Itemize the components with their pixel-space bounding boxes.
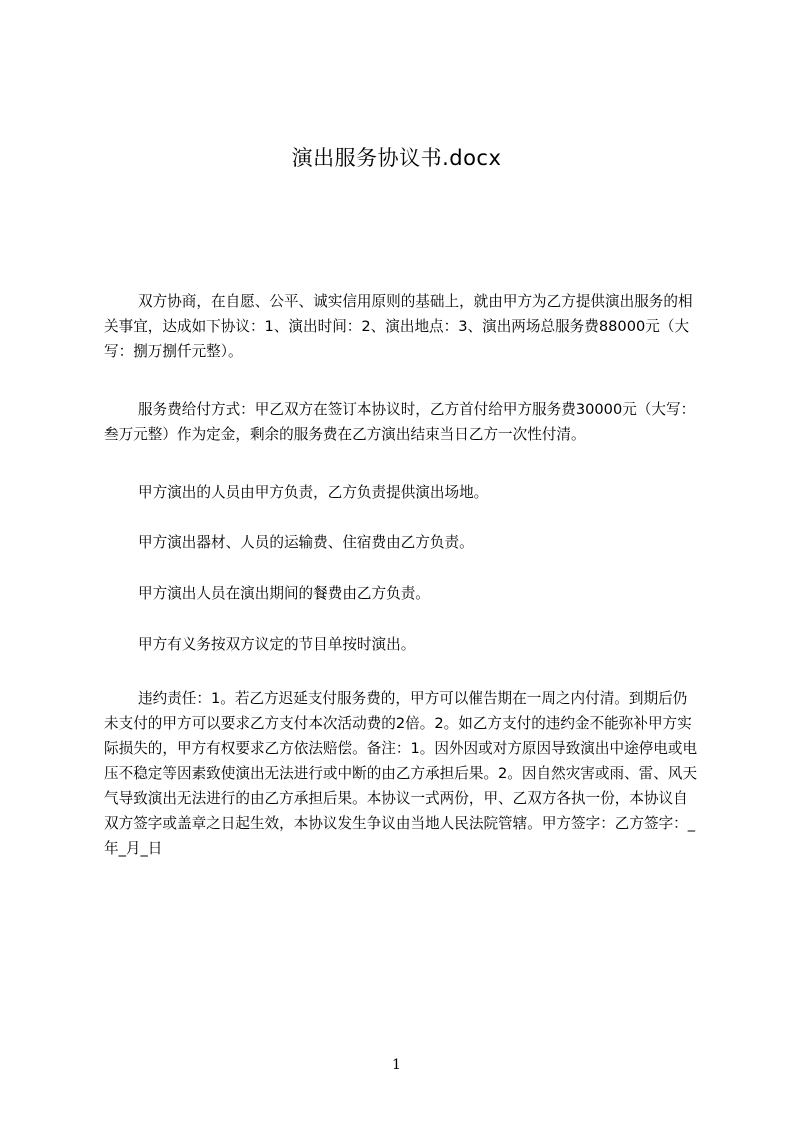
paragraph-personnel: 甲方演出的人员由甲方负责，乙方负责提供演出场地。 — [138, 484, 489, 501]
paragraph-transport-lodging: 甲方演出器材、人员的运输费、住宿费由乙方负责。 — [138, 534, 474, 551]
paragraph-liability: 违约责任：1。若乙方迟延支付服务费的，甲方可以催告期在一周之内付清。到期后仍未支付的甲方可以要求乙方支付本次活动费的2倍。2。如乙方支付的违约金不能弥补甲方实际损失的，甲方有权要求乙方依法赔偿。备注：1。因外因或对方原因导致演出中途停电或电压不稳定等因素致使演出无法进行或中断的由乙方承担后果。2。因自然灾害或雨、雷、风天气导致演出无法进行的由乙方承担后果。本协议一式两份，甲、乙双方各执一份，本协议自双方签字或盖章之日起生效，本协议发生争议由当地人民法院管辖。甲方签字：乙方签字：_年_月_日 — [104, 690, 698, 857]
paragraph-meals: 甲方演出人员在演出期间的餐费由乙方负责。 — [138, 585, 430, 602]
paragraph-agreement-terms: 双方协商，在自愿、公平、诚实信用原则的基础上，就由甲方为乙方提供演出服务的相关事宜，达成如下协议：1、演出时间：2、演出地点：3、演出两场总服务费88000元（大写：捌万捌仟元整）。 — [104, 293, 693, 360]
paragraph-program-obligation: 甲方有义务按双方议定的节目单按时演出。 — [138, 636, 416, 653]
document-title: 演出服务协议书.docx — [291, 146, 502, 170]
page-number: 1 — [392, 1057, 401, 1073]
paragraph-payment-method: 服务费给付方式：甲乙双方在签订本协议时，乙方首付给甲方服务费30000元（大写：叁万元整）作为定金，剩余的服务费在乙方演出结束当日乙方一次性付清。 — [104, 401, 696, 443]
